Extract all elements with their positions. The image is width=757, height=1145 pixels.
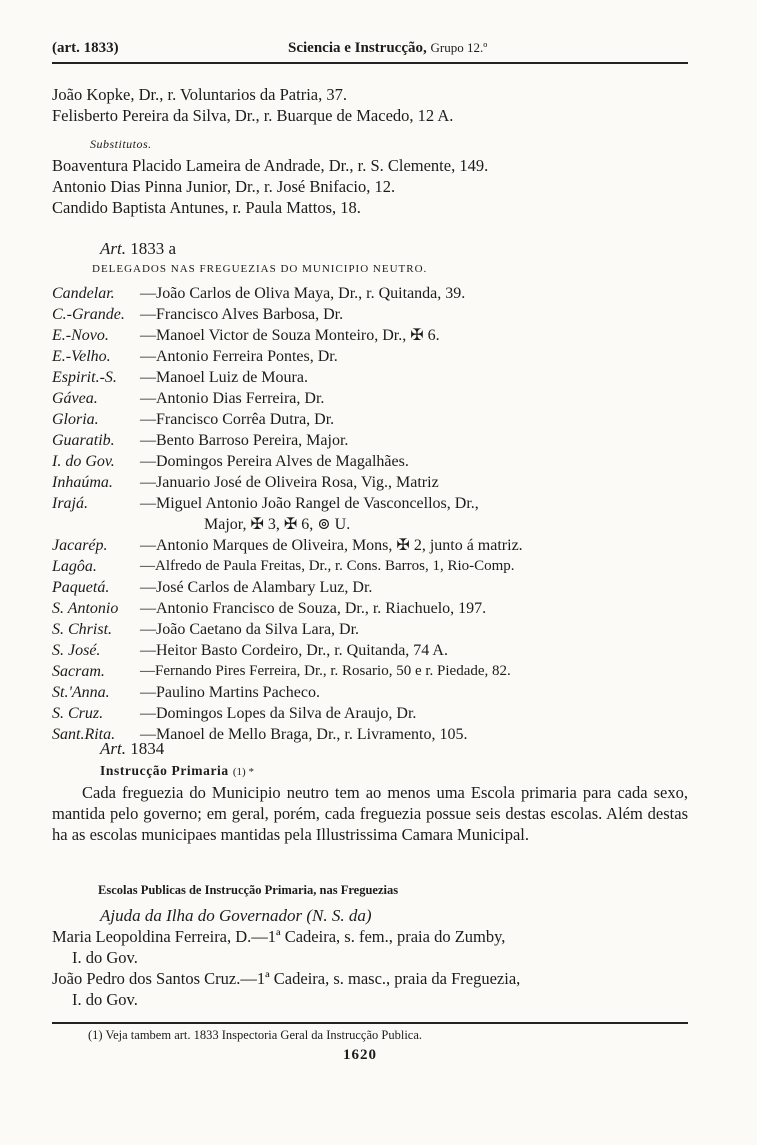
delegate-text: —Miguel Antonio João Rangel de Vasconcellos, Dr., xyxy=(140,495,479,512)
delegate-row xyxy=(52,493,692,514)
delegate-text: —José Carlos de Alambary Luz, Dr. xyxy=(140,579,373,596)
delegate-text: —João Caetano da Silva Lara, Dr. xyxy=(140,621,360,638)
delegate-text: —Januario José de Oliveira Rosa, Vig., Matriz xyxy=(140,474,439,491)
schools-heading: Escolas Publicas de Instrucção Primaria, nas Freguezias xyxy=(98,883,399,897)
footnote: (1) Veja tambem art. 1833 Inspectoria Geral da Instrucção Publica. xyxy=(88,1028,423,1042)
header-group: Grupo 12.º xyxy=(430,40,488,55)
delegate-text: —Paulino Martins Pacheco. xyxy=(140,684,320,701)
delegate-text: —Domingos Lopes da Silva de Araujo, Dr. xyxy=(140,705,417,722)
instrucao-primaria-heading: Instrucção Primaria xyxy=(100,763,229,778)
delegate-text: —João Carlos de Oliva Maya, Dr., r. Quitanda, 39. xyxy=(140,285,466,302)
delegate-text: —Heitor Basto Cordeiro, Dr., r. Quitanda, 74 A. xyxy=(140,642,448,659)
parish-name: I. do Gov. xyxy=(52,453,115,470)
article-heading xyxy=(52,738,692,759)
article-1833a xyxy=(52,238,692,280)
delegate-row xyxy=(52,640,692,661)
delegate-row xyxy=(52,577,692,598)
article-paragraph: Cada freguezia do Municipio neutro tem ao menos uma Escola primaria para cada sexo, mantida pelo governo; em geral, porém, cada freguezia possue seis destas escolas. Além destas ha as escolas municipaes mantidas pela Illustrissima Camara Municipal. xyxy=(52,783,688,844)
delegate-row xyxy=(52,388,692,409)
delegates-subheading: DELEGADOS NAS FREGUEZIAS DO MUNICIPIO NEUTRO. xyxy=(92,263,428,275)
delegate-text: —Antonio Marques de Oliveira, Mons, ✠ 2, junto á matriz. xyxy=(140,537,523,554)
substitutos-label: Substitutos. xyxy=(90,137,152,151)
delegate-row xyxy=(52,598,692,619)
article-label: Art. xyxy=(100,739,126,758)
running-header xyxy=(52,40,688,64)
delegate-row xyxy=(52,556,692,577)
delegate-row xyxy=(52,325,692,346)
parish-name: E.-Velho. xyxy=(52,348,111,365)
parish-name: Jacarép. xyxy=(52,537,108,554)
delegate-row xyxy=(52,535,692,556)
entry-line: Antonio Dias Pinna Junior, Dr., r. José Bnifacio, 12. xyxy=(52,177,396,196)
delegate-row xyxy=(52,703,692,724)
delegate-text: —Manoel de Mello Braga, Dr., r. Livramento, 105. xyxy=(140,726,468,743)
delegate-row xyxy=(52,430,692,451)
header-section-title xyxy=(288,40,487,57)
entry-line: Boaventura Placido Lameira de Andrade, Dr., r. S. Clemente, 149. xyxy=(52,156,489,175)
article-number: 1834 xyxy=(130,739,165,758)
delegate-text: —Antonio Dias Ferreira, Dr. xyxy=(140,390,325,407)
parish-name: Gloria. xyxy=(52,411,99,428)
delegates-list xyxy=(52,283,692,745)
delegate-row xyxy=(52,409,692,430)
delegate-row xyxy=(52,451,692,472)
parish-name: Candelar. xyxy=(52,285,115,302)
article-heading xyxy=(52,238,692,259)
parish-name: S. Christ. xyxy=(52,621,113,638)
delegate-text: Major, ✠ 3, ✠ 6, ⊚ U. xyxy=(204,516,351,533)
top-entries xyxy=(52,84,692,126)
school-entry-continuation: I. do Gov. xyxy=(72,948,138,967)
delegate-row xyxy=(52,283,692,304)
parish-name: E.-Novo. xyxy=(52,327,109,344)
footnote-divider xyxy=(52,1022,688,1024)
entry-line: João Kopke, Dr., r. Voluntarios da Patria, 37. xyxy=(52,85,347,104)
delegate-row-continuation xyxy=(52,514,692,535)
delegate-text: —Manoel Luiz de Moura. xyxy=(140,369,308,386)
parish-name: S. Cruz. xyxy=(52,705,104,722)
parish-name: S. Antonio xyxy=(52,600,119,617)
parish-name: Inhaúma. xyxy=(52,474,113,491)
location-heading: Ajuda da Ilha do Governador (N. S. da) xyxy=(100,906,372,925)
parish-name: Sant.Rita. xyxy=(52,726,116,743)
delegate-text: —Bento Barroso Pereira, Major. xyxy=(140,432,349,449)
substitutos-section xyxy=(52,134,692,218)
delegate-row xyxy=(52,472,692,493)
article-number: 1833 a xyxy=(130,239,177,258)
parish-name: Espirit.-S. xyxy=(52,369,117,386)
delegate-text: —Francisco Alves Barbosa, Dr. xyxy=(140,306,344,323)
delegate-text: —Manoel Victor de Souza Monteiro, Dr., ✠ 6. xyxy=(140,327,440,344)
parish-name: St.'Anna. xyxy=(52,684,110,701)
delegate-row xyxy=(52,304,692,325)
delegate-row xyxy=(52,367,692,388)
entry-line: Felisberto Pereira da Silva, Dr., r. Buarque de Macedo, 12 A. xyxy=(52,106,454,125)
delegate-row xyxy=(52,661,692,682)
parish-name: C.-Grande. xyxy=(52,306,125,323)
page-number: 1620 xyxy=(343,1047,377,1063)
parish-name: Lagôa. xyxy=(52,558,97,575)
header-title: Sciencia e Instrucção, xyxy=(288,40,427,56)
section-heading xyxy=(52,759,692,780)
school-entry: Maria Leopoldina Ferreira, D.—1ª Cadeira, s. fem., praia do Zumby, xyxy=(52,927,506,946)
parish-name: Irajá. xyxy=(52,495,88,512)
school-entry: João Pedro dos Santos Cruz.—1ª Cadeira, s. masc., praia da Freguezia, xyxy=(52,969,521,988)
parish-name: Sacram. xyxy=(52,663,105,680)
parish-name: S. José. xyxy=(52,642,101,659)
article-1834 xyxy=(52,738,692,845)
delegate-text: —Fernando Pires Ferreira, Dr., r. Rosario, 50 e r. Piedade, 82. xyxy=(140,663,511,679)
delegate-text: —Francisco Corrêa Dutra, Dr. xyxy=(140,411,335,428)
delegate-text: —Antonio Ferreira Pontes, Dr. xyxy=(140,348,338,365)
parish-name: Paquetá. xyxy=(52,579,110,596)
delegate-text: —Antonio Francisco de Souza, Dr., r. Riachuelo, 197. xyxy=(140,600,487,617)
parish-name: Guaratib. xyxy=(52,432,115,449)
school-entry-continuation: I. do Gov. xyxy=(72,990,138,1009)
delegate-text: —Alfredo de Paula Freitas, Dr., r. Cons. Barros, 1, Rio-Comp. xyxy=(140,558,515,574)
delegate-text: —Domingos Pereira Alves de Magalhães. xyxy=(140,453,409,470)
article-label: Art. xyxy=(100,239,126,258)
delegate-row xyxy=(52,346,692,367)
entry-line: Candido Baptista Antunes, r. Paula Mattos, 18. xyxy=(52,198,361,217)
delegate-row xyxy=(52,619,692,640)
heading-footnote-marker: (1) * xyxy=(232,766,254,778)
header-article-ref: (art. 1833) xyxy=(52,40,119,56)
schools-section xyxy=(52,880,692,1010)
delegate-row xyxy=(52,682,692,703)
parish-name: Gávea. xyxy=(52,390,98,407)
